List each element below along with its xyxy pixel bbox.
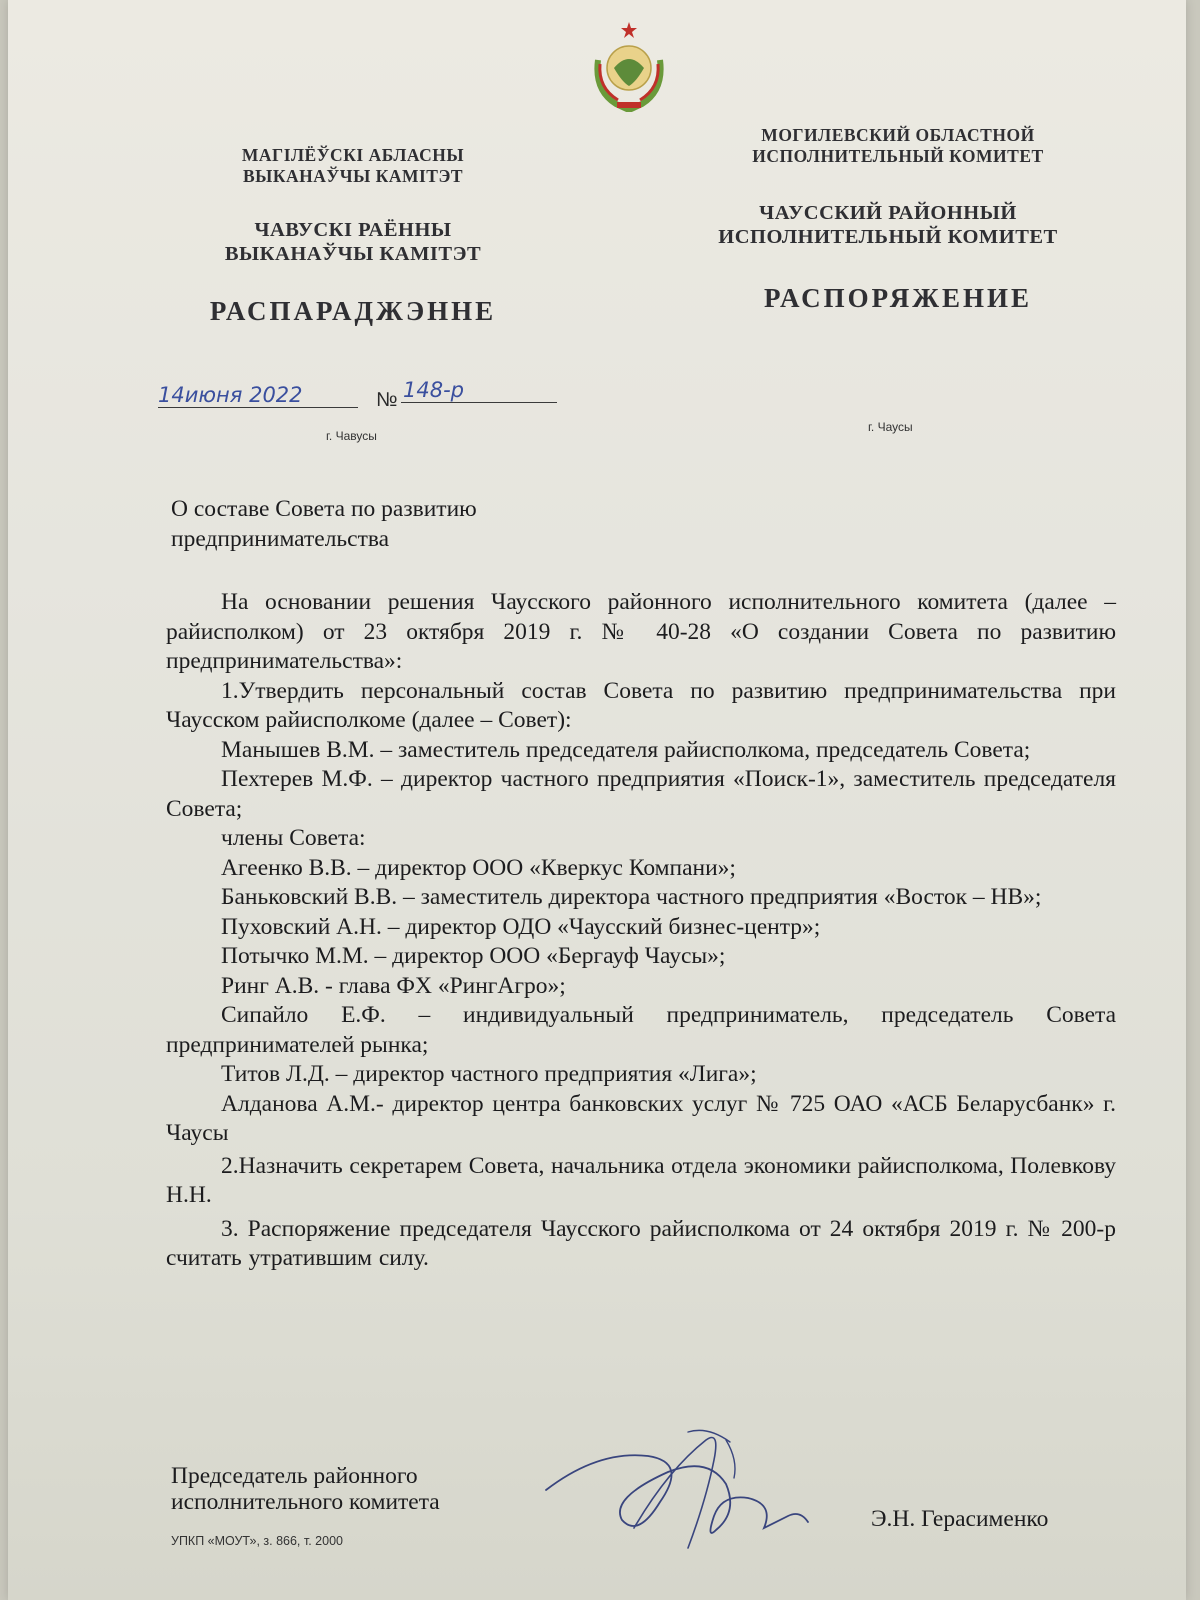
document-page [8, 0, 1186, 1600]
signatory-title-line-2: исполнительного комитета [171, 1489, 440, 1515]
issuer-district-ru-line-2: ИСПОЛНИТЕЛЬНЫЙ КОМИТЕТ [718, 226, 1058, 248]
signatory-name: Э.Н. Герасименко [871, 1506, 1049, 1532]
subject-line-2: предпринимательства [171, 525, 390, 552]
number-sign: № [376, 389, 398, 411]
document-subject [171, 495, 601, 554]
subject-line-1: О составе Совета по развитию [171, 496, 477, 522]
issuer-district-by [198, 218, 508, 266]
signatory-title-line-1: Председатель районного [171, 1463, 418, 1489]
issuer-district-ru [688, 201, 1088, 249]
issuer-region-ru-line-2: ИСПОЛНИТЕЛЬНЫЙ КОМИТЕТ [752, 146, 1044, 166]
issuer-district-by-line-2: ВЫКАНАЎЧЫ КАМІТЭТ [224, 243, 482, 265]
body-paragraph: Пехтерев М.Ф. – директор частного предприятия «Поиск-1», заместитель председателя Совета; [166, 766, 1116, 822]
body-paragraph: 1.Утвердить персональный состав Совета по развитию предпринимательства при Чаусском райисполкоме (далее – Совет): [166, 677, 1116, 733]
town-ru: г. Чаусы [868, 420, 913, 434]
body-paragraph: Пуховский А.Н. – директор ОДО «Чаусский бизнес-центр»; [221, 913, 821, 940]
body-paragraph: члены Совета: [221, 825, 366, 851]
issuer-region-by-line-1: МАГІЛЁЎСКІ АБЛАСНЫ [241, 145, 465, 165]
body-paragraph: На основании решения Чаусского районного исполнительного комитета (далее – райисполком) от 23 октября 2019 г. № 40-28 «О создании Совета по развитию предпринимательства»: [166, 589, 1116, 674]
body-paragraph: Потычко М.М. – директор ООО «Бергауф Чаусы»; [221, 943, 726, 969]
issuer-region-ru-line-1: МОГИЛЕВСКИЙ ОБЛАСТНОЙ [761, 125, 1035, 145]
state-emblem-icon [586, 20, 672, 112]
signatory-title [171, 1463, 531, 1515]
body-paragraph: Титов Л.Д. – директор частного предприятия «Лига»; [221, 1061, 757, 1087]
handwritten-date: 14июня 2022 [158, 383, 303, 407]
number-underline [401, 402, 557, 403]
date-underline [158, 407, 358, 408]
body-paragraph: Ринг А.В. - глава ФХ «РингАгро»; [221, 972, 566, 999]
document-body [166, 588, 1116, 1274]
handwritten-signature [538, 1420, 838, 1560]
print-imprint: УПКП «МОУТ», з. 866, т. 2000 [171, 1534, 343, 1548]
issuer-district-ru-line-1: ЧАУССКИЙ РАЙОННЫЙ [759, 202, 1017, 224]
body-paragraph: Сипайло Е.Ф. – индивидуальный предприниматель, председатель Совета предпринимателей рынка; [166, 1002, 1116, 1058]
body-paragraph: Манышев В.М. – заместитель председателя райисполкома, председатель Совета; [221, 736, 1031, 763]
issuer-region-by-line-2: ВЫКАНАЎЧЫ КАМІТЭТ [242, 166, 464, 186]
issuer-region-by [198, 145, 508, 187]
issuer-district-by-line-1: ЧАВУСКІ РАЁННЫ [254, 219, 452, 241]
body-paragraph: 2.Назначить секретарем Совета, начальника отдела экономики райисполкома, Полевкову Н.Н. [166, 1152, 1116, 1208]
body-paragraph: Агеенко В.В. – директор ООО «Кверкус Компани»; [221, 854, 736, 881]
issuer-region-ru [708, 125, 1088, 167]
body-paragraph: 3. Распоряжение председателя Чаусского райисполкома от 24 октября 2019 г. № 200-р считать утратившим силу. [166, 1215, 1116, 1271]
document-type-ru: РАСПОРЯЖЕНИЕ [763, 283, 1033, 313]
document-type-by: РАСПАРАДЖЭННЕ [209, 296, 497, 326]
body-paragraph: Алданова А.М.- директор центра банковских услуг № 725 ОАО «АСБ Беларусбанк» г. Чаусы [166, 1090, 1116, 1146]
town-by: г. Чавусы [326, 429, 377, 443]
handwritten-number: 148-р [403, 378, 464, 402]
body-paragraph: Баньковский В.В. – заместитель директора частного предприятия «Восток – НВ»; [221, 884, 1042, 910]
